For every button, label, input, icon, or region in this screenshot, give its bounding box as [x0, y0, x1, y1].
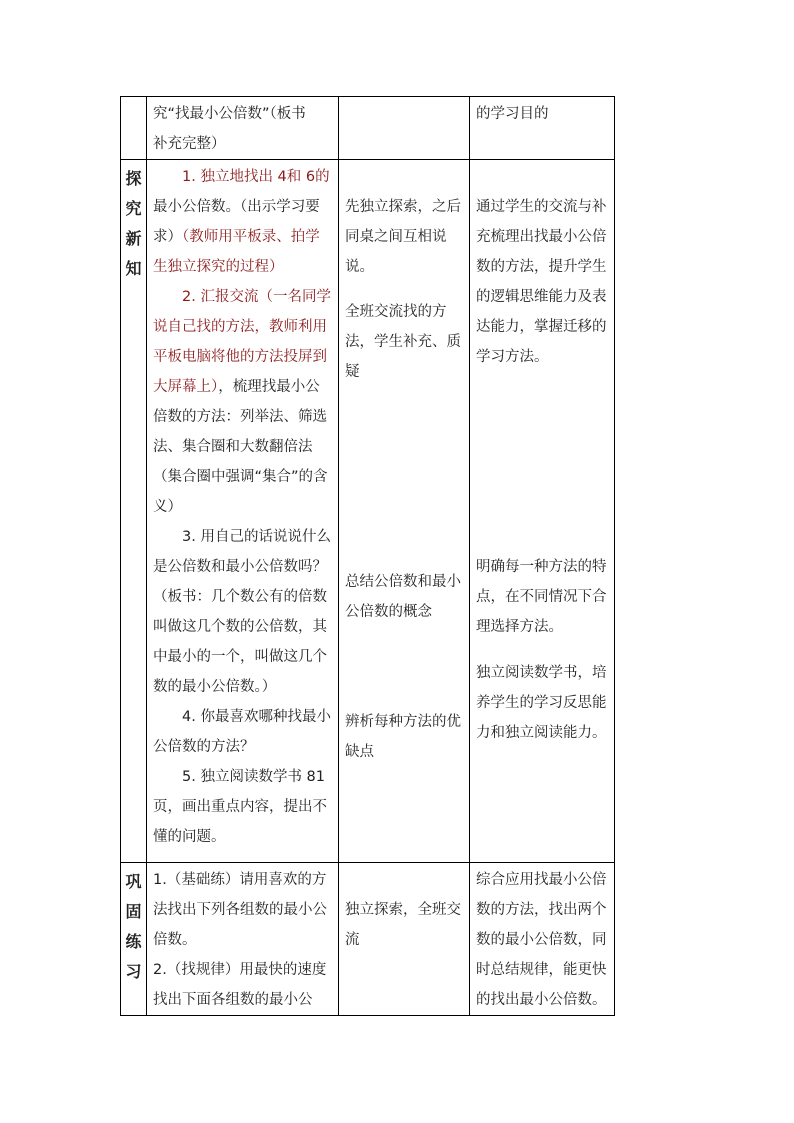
student-activity-2: 全班交流找的方法，学生补充、质疑	[345, 304, 461, 380]
student-activity-4: 辨析每种方法的优缺点	[345, 714, 461, 760]
purpose-3: 独立阅读数学书，培养学生的学习反思能力和独立阅读能力。	[476, 665, 607, 741]
purpose-text: 的学习目的	[476, 106, 549, 122]
section-char: 巩	[125, 872, 142, 891]
section-label-practice	[121, 863, 147, 1016]
student-activity-cell	[339, 160, 470, 863]
section-label-explore	[121, 160, 147, 863]
step-1-text: 最小公倍数。（出示学习要求）	[153, 199, 320, 245]
exercise-2: 2.（找规律）用最快的速度找出下面各组数的最小公	[153, 962, 327, 1008]
lesson-plan-table	[120, 96, 615, 1016]
table-row-explore	[121, 160, 615, 863]
teacher-activity-cell	[147, 160, 339, 863]
step-4: 4. 你最喜欢哪种找最小公倍数的方法？	[153, 709, 331, 755]
step-2	[153, 282, 332, 522]
step-1	[153, 162, 332, 282]
table-row-continuation	[121, 97, 615, 160]
step-1-highlight: 1. 独立地找出 4和 6的	[182, 169, 330, 185]
purpose-2: 明确每一种方法的特点，在不同情况下合理选择方法。	[476, 559, 607, 635]
step-2-text: ，梳理找最小公倍数的方法：列举法、筛选法、集合圈和大数翻倍法（集合圈中强调“集合”的含义）	[153, 379, 328, 515]
section-char: 新	[125, 229, 142, 248]
step-5: 5. 独立阅读数学书 81页，画出重点内容，提出不懂的问题。	[153, 769, 327, 845]
design-purpose-cell	[470, 863, 615, 1016]
step-3: 3. 用自己的话说说什么是公倍数和最小公倍数吗？	[153, 529, 331, 575]
section-char: 习	[125, 962, 142, 981]
table-row-practice	[121, 863, 615, 1016]
student-activity-cell	[339, 97, 470, 160]
step-3-blackboard-note: （板书：几个数公有的倍数叫做这几个数的公倍数，其中最小的一个，叫做这几个数的最小公倍数。）	[153, 589, 327, 695]
section-char: 探	[125, 169, 142, 188]
design-purpose-cell	[470, 160, 615, 863]
section-char: 知	[125, 259, 142, 278]
student-activity-3: 总结公倍数和最小公倍数的概念	[345, 574, 461, 620]
student-activity: 独立探索，全班交流	[345, 902, 461, 948]
teacher-activity-cell	[147, 97, 339, 160]
student-activity-1: 先独立探索，之后同桌之间互相说说。	[345, 199, 461, 275]
section-char: 究	[125, 199, 142, 218]
purpose-text: 综合应用找最小公倍数的方法，找出两个数的最小公倍数，同时总结规律，能更快的找出最小公倍数。	[476, 872, 607, 1008]
design-purpose-cell	[470, 97, 615, 160]
teacher-activity-cell	[147, 863, 339, 1016]
exercise-1: 1.（基础练）请用喜欢的方法找出下列各组数的最小公倍数。	[153, 872, 327, 948]
student-activity-cell	[339, 863, 470, 1016]
section-cell-empty	[121, 97, 147, 160]
step-1-note: （教师用平板录、拍学生独立探究的过程）	[153, 229, 320, 275]
content-line: 究“找最小公倍数”（板书	[153, 106, 306, 122]
purpose-1: 通过学生的交流与补充梳理出找最小公倍数的方法，提升学生的逻辑思维能力及表达能力，掌握迁移的学习方法。	[476, 199, 607, 365]
content-line: 补充完整）	[153, 136, 226, 152]
section-char: 固	[125, 902, 142, 921]
section-char: 练	[125, 932, 142, 951]
step-2-highlight: 2. 汇报交流（一名同学说自己找的方法，教师利用平板电脑将他的方法投屏到大屏幕上）	[153, 289, 331, 395]
